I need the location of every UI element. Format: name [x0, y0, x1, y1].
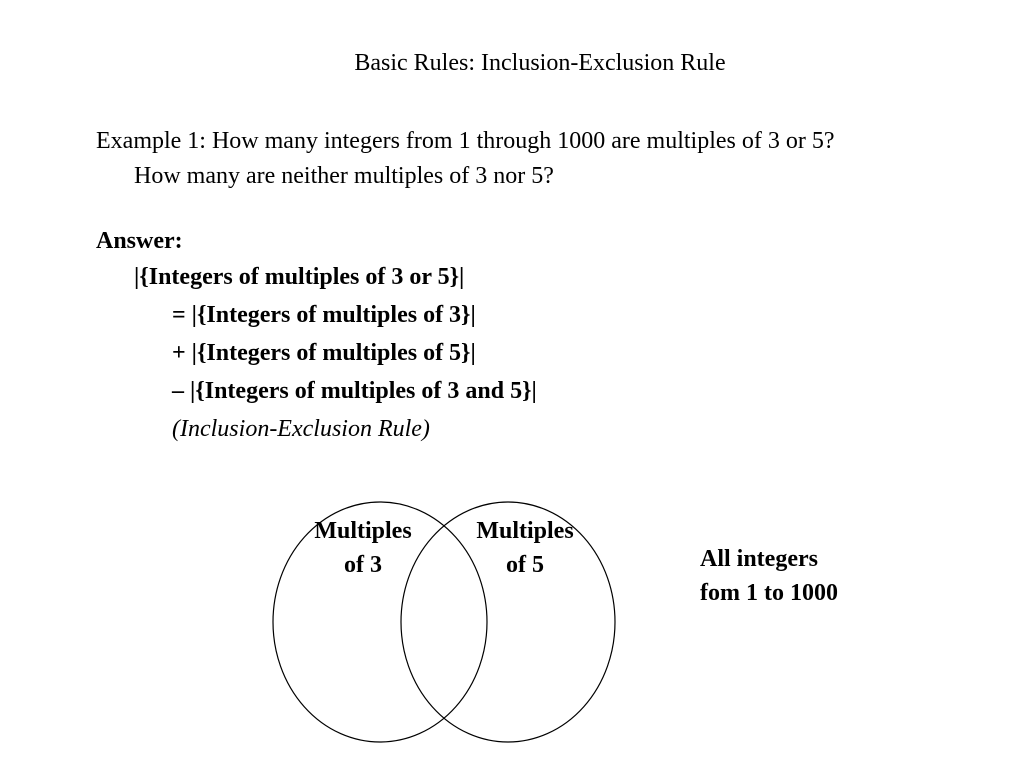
formula-line-3: + |{Integers of multiples of 5}|: [172, 340, 476, 366]
formula-line-4: – |{Integers of multiples of 3 and 5}|: [172, 378, 537, 404]
venn-label-multiples-of-5-line2: of 5: [506, 552, 544, 578]
venn-label-multiples-of-3-line2: of 3: [344, 552, 382, 578]
venn-label-multiples-of-3-line1: Multiples: [314, 518, 412, 544]
universe-label-line1: All integers: [700, 546, 818, 572]
formula-line-2: = |{Integers of multiples of 3}|: [172, 302, 476, 328]
slide-title: Basic Rules: Inclusion-Exclusion Rule: [354, 50, 726, 76]
universe-label-line2: fom 1 to 1000: [700, 580, 838, 606]
venn-label-multiples-of-5-line1: Multiples: [476, 518, 574, 544]
question-line-2: How many are neither multiples of 3 nor 5?: [134, 163, 554, 189]
rule-note: (Inclusion-Exclusion Rule): [172, 416, 430, 442]
formula-line-1: |{Integers of multiples of 3 or 5}|: [134, 264, 465, 290]
universe-label: [700, 542, 838, 610]
question-line-1: Example 1: How many integers from 1 through 1000 are multiples of 3 or 5?: [96, 128, 835, 154]
venn-label-multiples-of-5: [462, 514, 588, 582]
answer-heading: Answer:: [96, 228, 183, 254]
venn-label-multiples-of-3: [300, 514, 426, 582]
